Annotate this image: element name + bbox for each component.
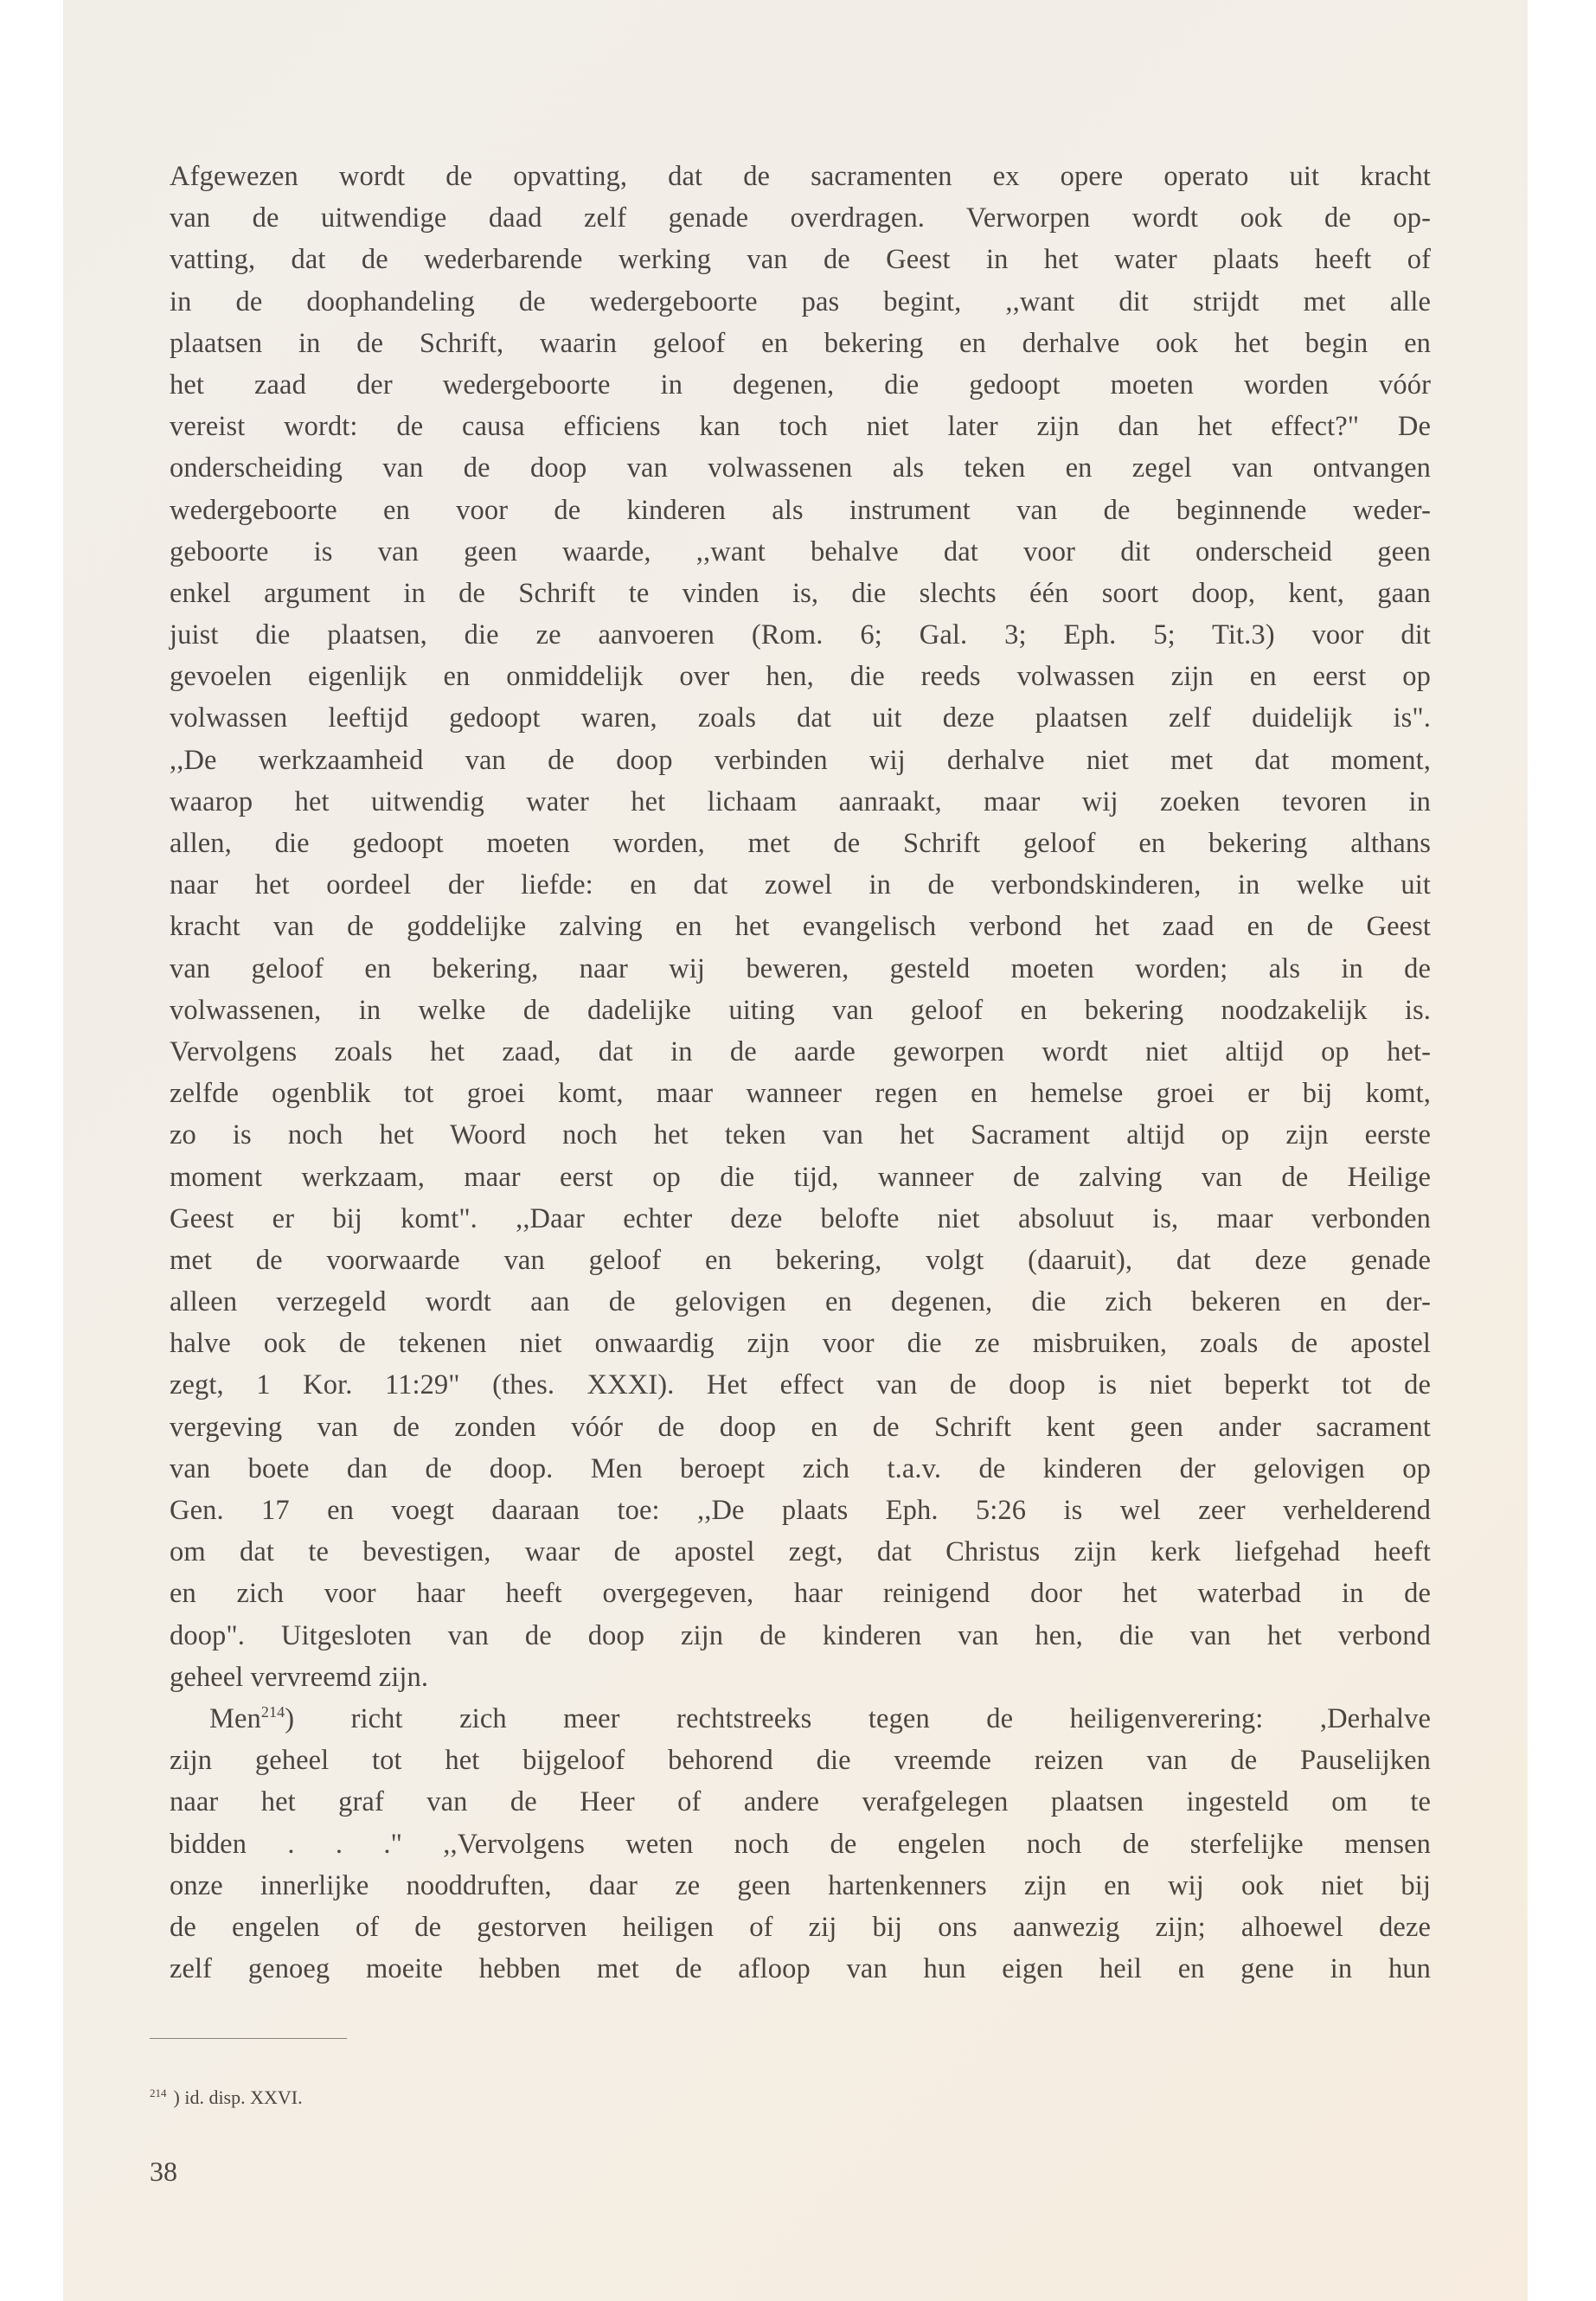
page-number: 38 — [150, 2156, 177, 2187]
text-line: volwassen leeftijd gedoopt waren, zoals dat uit deze plaatsen zelf duidelijk is". — [170, 702, 1431, 734]
text-line: volwassenen, in welke de dadelijke uiting van geloof en bekering noodzakelijk is. — [170, 994, 1431, 1026]
text-line: in de doophandeling de wedergeboorte pas begint, ,,want dit strijdt met alle — [170, 285, 1431, 317]
text-line: gevoelen eigenlijk en onmiddelijk over hen, die reeds volwassen zijn en eerst op — [170, 661, 1431, 693]
text-line: en zich voor haar heeft overgegeven, haar reinigend door het waterbad in de — [170, 1578, 1431, 1610]
text-line: halve ook de tekenen niet onwaardig zijn voor die ze misbruiken, zoals de apostel — [170, 1328, 1431, 1360]
text-line: enkel argument in de Schrift te vinden is, die slechts één soort doop, kent, gaan — [170, 577, 1431, 609]
footnote — [150, 2086, 303, 2109]
text-line: ,,De werkzaamheid van de doop verbinden wij derhalve niet met dat moment, — [170, 744, 1431, 776]
text-line: onderscheiding van de doop van volwassenen als teken en zegel van ontvangen — [170, 452, 1431, 484]
text-line: plaatsen in de Schrift, waarin geloof en bekering en derhalve ook het begin en — [170, 327, 1431, 359]
text-line: het zaad der wedergeboorte in degenen, die gedoopt moeten worden vóór — [170, 369, 1431, 401]
footnote-text: ) id. disp. XXVI. — [173, 2086, 303, 2108]
text-line: met de voorwaarde van geloof en bekering, volgt (daaruit), dat deze genade — [170, 1244, 1431, 1276]
text-line: om dat te bevestigen, waar de apostel zegt, dat Christus zijn kerk liefgehad heeft — [170, 1536, 1431, 1568]
text-line: Gen. 17 en voegt daaraan toe: ,,De plaats Eph. 5:26 is wel zeer verhelderend — [170, 1495, 1431, 1526]
text-line: Geest er bij komt". ,,Daar echter deze belofte niet absoluut is, maar verbonden — [170, 1202, 1431, 1234]
text-line: geheel vervreemd zijn. — [170, 1661, 429, 1693]
paragraph-first-word: Men — [209, 1702, 261, 1734]
text-line: naar het oordeel der liefde: en dat zowel in de verbondskinderen, in welke uit — [170, 869, 1431, 901]
text-line: Vervolgens zoals het zaad, dat in de aarde geworpen wordt niet altijd op het- — [170, 1035, 1431, 1067]
text-line: vergeving van de zonden vóór de doop en de Schrift kent geen ander sacrament — [170, 1411, 1431, 1443]
text-line: naar het graf van de Heer of andere verafgelegen plaatsen ingesteld om te — [170, 1786, 1431, 1818]
text-line: allen, die gedoopt moeten worden, met de Schrift geloof en bekering althans — [170, 828, 1431, 859]
text-line: zelf genoeg moeite hebben met de afloop van hun eigen heil en gene in hun — [170, 1953, 1431, 1985]
text-line: zelfde ogenblik tot groei komt, maar wanneer regen en hemelse groei er bij komt, — [170, 1078, 1431, 1110]
text-line: bidden . . ." ,,Vervolgens weten noch de engelen noch de sterfelijke mensen — [170, 1828, 1431, 1860]
text-line: vereist wordt: de causa efficiens kan toch niet later zijn dan het effect?" De — [170, 411, 1431, 443]
text-line: wedergeboorte en voor de kinderen als instrument van de beginnende weder- — [170, 494, 1431, 526]
text-line: zegt, 1 Kor. 11:29" (thes. XXXI). Het effect van de doop is niet beperkt tot de — [170, 1369, 1431, 1401]
text-line: zijn geheel tot het bijgeloof behorend die vreemde reizen van de Pauselijken — [170, 1745, 1431, 1777]
footnote-reference[interactable]: 214 — [260, 1702, 285, 1721]
text-line: zo is noch het Woord noch het teken van het Sacrament altijd op zijn eerste — [170, 1119, 1431, 1151]
text-line: van de uitwendige daad zelf genade overdragen. Verworpen wordt ook de op- — [170, 202, 1431, 234]
text-line: geboorte is van geen waarde, ,,want behalve dat voor dit onderscheid geen — [170, 535, 1431, 567]
text-line: kracht van de goddelijke zalving en het evangelisch verbond het zaad en de Geest — [170, 911, 1431, 943]
paragraph-start-line — [170, 1698, 1431, 1740]
text-line: Afgewezen wordt de opvatting, dat de sacramenten ex opere operato uit kracht — [170, 161, 1431, 192]
text-line: doop". Uitgesloten van de doop zijn de kinderen van hen, die van het verbond — [170, 1619, 1431, 1651]
body-text — [170, 156, 1431, 1990]
text-line: waarop het uitwendig water het lichaam aanraakt, maar wij zoeken tevoren in — [170, 785, 1431, 817]
text-line: juist die plaatsen, die ze aanvoeren (Rom. 6; Gal. 3; Eph. 5; Tit.3) voor dit — [170, 619, 1431, 651]
text-line: onze innerlijke nooddruften, daar ze geen hartenkenners zijn en wij ook niet bij — [170, 1869, 1431, 1901]
paragraph-first-rest: ) richt zich meer rechtstreeks tegen de heiligenverering: ,Derhalve — [285, 1702, 1431, 1734]
text-line: alleen verzegeld wordt aan de gelovigen en degenen, die zich bekeren en der- — [170, 1286, 1431, 1318]
text-line: van geloof en bekering, naar wij beweren, gesteld moeten worden; als in de — [170, 952, 1431, 984]
text-line: moment werkzaam, maar eerst op die tijd, wanneer de zalving van de Heilige — [170, 1161, 1431, 1193]
text-line: vatting, dat de wederbarende werking van de Geest in het water plaats heeft of — [170, 244, 1431, 276]
footnote-divider — [150, 2038, 347, 2039]
footnote-number: 214 — [150, 2086, 167, 2099]
text-line: de engelen of de gestorven heiligen of zij bij ons aanwezig zijn; alhoewel deze — [170, 1911, 1431, 1943]
text-line: van boete dan de doop. Men beroept zich t.a.v. de kinderen der gelovigen op — [170, 1452, 1431, 1484]
